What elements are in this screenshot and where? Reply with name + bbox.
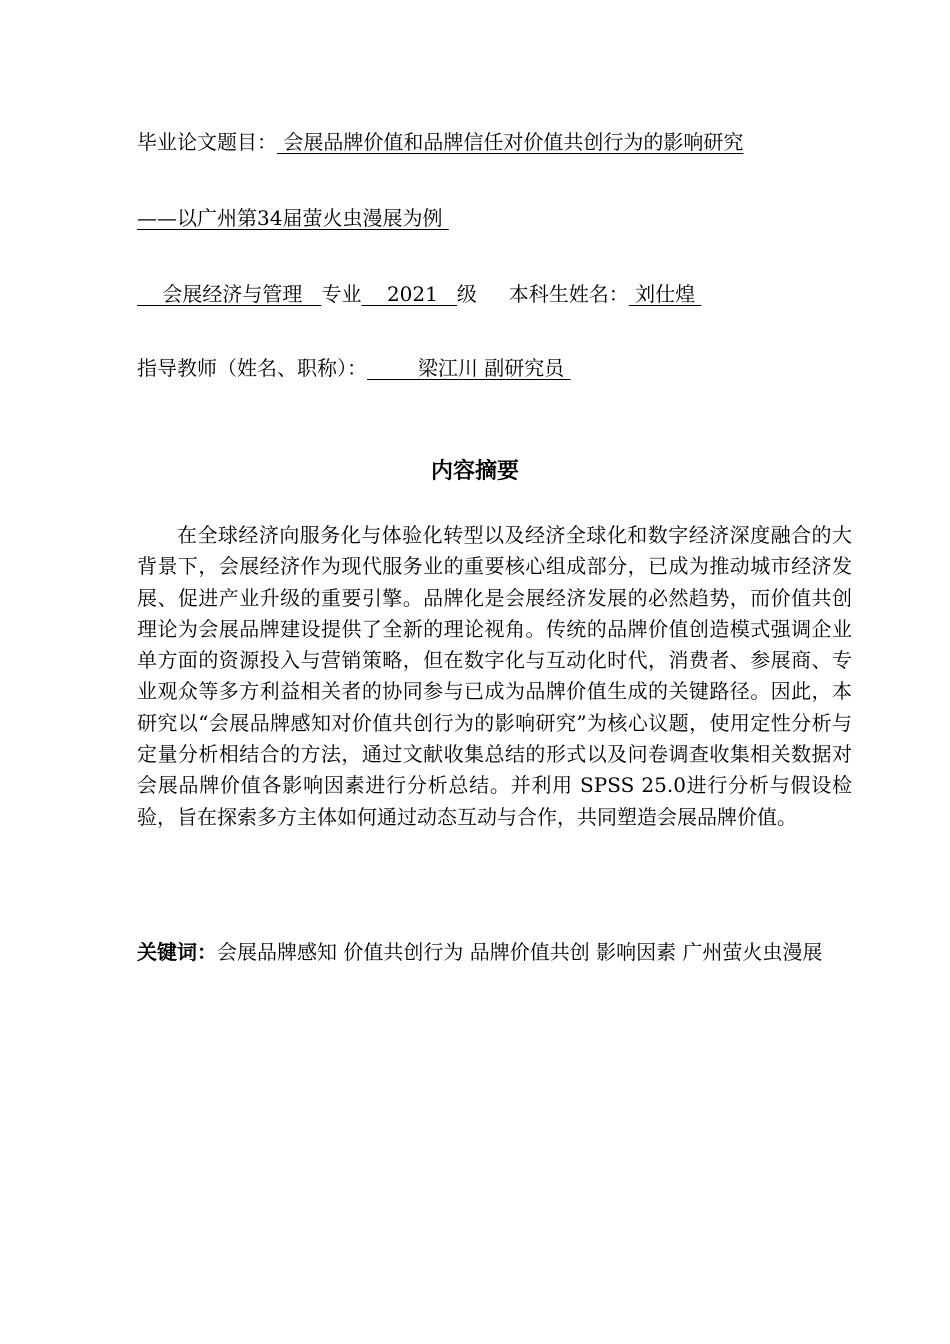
- thesis-title-label: 毕业论文题目：: [137, 130, 277, 154]
- student-name: 刘仕煌: [628, 282, 702, 306]
- thesis-title-line: [137, 128, 743, 156]
- grade-label: 级: [456, 282, 477, 306]
- advisor-label: 指导教师（姓名、职称）：: [137, 356, 367, 380]
- advisor-line: [137, 354, 571, 382]
- thesis-subtitle-line: [137, 204, 449, 232]
- thesis-title-main: 会展品牌价值和品牌信任对价值共创行为的影响研究: [277, 130, 744, 154]
- major-label: 专业: [321, 282, 362, 306]
- major-value: 会展经济与管理: [137, 282, 322, 306]
- keywords-paragraph: [137, 937, 837, 968]
- thesis-title-sub: ——以广州第34届萤火虫漫展为例: [137, 206, 449, 230]
- major-grade-student-line: [137, 280, 701, 308]
- keywords-text: 会展品牌感知 价值共创行为 品牌价值共创 影响因素 广州萤火虫漫展: [217, 940, 823, 964]
- keywords-label: 关键词：: [137, 940, 217, 964]
- abstract-body: 在全球经济向服务化与体验化转型以及经济全球化和数字经济深度融合的大背景下，会展经济作为现代服务业的重要核心组成部分，已成为推动城市经济发展、促进产业升级的重要引擎。品牌化是会展经济发展的必然趋势，而价值共创理论为会展品牌建设提供了全新的理论视角。传统的品牌价值创造模式强调企业单方面的资源投入与营销策略，但在数字化与互动化时代，消费者、参展商、专业观众等多方利益相关者的协同参与已成为品牌价值生成的关键路径。因此，本研究以“会展品牌感知对价值共创行为的影响研究”为核心议题，使用定性分析与定量分析相结合的方法，通过文献收集总结的形式以及问卷调查收集相关数据对会展品牌价值各影响因素进行分析总结。并利用 SPSS 25.0进行分析与假设检验，旨在探索多方主体如何通过动态互动与合作，共同塑造会展品牌价值。: [137, 523, 852, 829]
- abstract-heading: 内容摘要: [430, 459, 519, 484]
- advisor-name: 梁江川 副研究员: [367, 356, 571, 380]
- student-label: 本科生姓名：: [508, 282, 629, 306]
- grade-value: 2021: [361, 282, 457, 306]
